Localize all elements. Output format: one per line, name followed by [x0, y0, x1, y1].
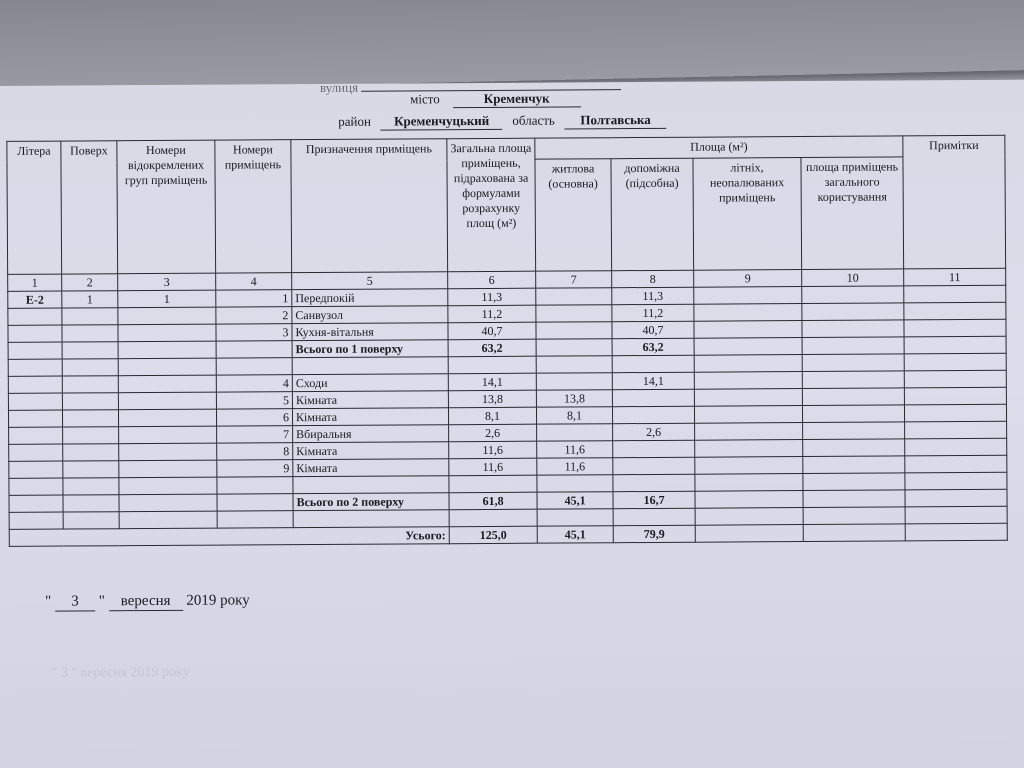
table-cell [904, 353, 1006, 371]
cell-total: 11,2 [448, 305, 536, 323]
cell-floor [63, 427, 119, 444]
date-month: вересня [109, 593, 183, 611]
cell-total: 8,1 [448, 407, 536, 425]
cell-litera [9, 427, 63, 444]
table-cell [905, 455, 1007, 473]
cell-aux: 11,3 [612, 287, 694, 305]
table-cell [904, 285, 1006, 303]
header-floor: Поверх [61, 141, 118, 274]
table-cell [695, 423, 803, 441]
table-cell [803, 439, 905, 457]
cell-room: 6 [216, 409, 292, 426]
table-cell [695, 525, 803, 543]
table-cell [904, 319, 1006, 337]
cell-total: 11,6 [449, 458, 537, 476]
column-number: 8 [612, 270, 694, 288]
date-open-quote: " [45, 593, 52, 610]
table-cell [905, 523, 1007, 541]
cell-living [537, 424, 613, 441]
grand-total-area: 125,0 [449, 526, 537, 544]
cell-living: 13,8 [536, 390, 612, 407]
table-body [8, 285, 1007, 529]
cell-litera [9, 512, 63, 529]
district-value: Кременчуцький [381, 113, 503, 131]
cell-aux: 11,2 [612, 304, 694, 322]
document-page [0, 80, 1024, 768]
cell-aux: 2,6 [613, 423, 695, 441]
cell-floor [63, 478, 119, 495]
cell-litera [9, 461, 63, 478]
cell-living [536, 373, 612, 390]
column-number: 9 [694, 270, 802, 288]
date-line [45, 592, 250, 611]
cell-purpose [293, 510, 449, 528]
cell-living [536, 305, 612, 322]
table-cell [803, 456, 905, 474]
cell-room: 8 [217, 443, 293, 460]
cell-purpose: Всього по 2 поверху [293, 493, 449, 511]
cell-room: 7 [217, 426, 293, 443]
header-common: площа приміщень загального користування [801, 157, 904, 270]
cell-litera [8, 308, 62, 325]
header-group-numbers: Номери відокремлених груп приміщень [117, 140, 216, 274]
cell-total [449, 509, 537, 527]
table-cell [905, 438, 1007, 456]
cell-room: 5 [216, 392, 292, 409]
table-cell [802, 354, 904, 372]
header-notes: Примітки [903, 135, 1006, 269]
cell-litera [9, 444, 63, 461]
cell-litera [9, 478, 63, 495]
table-cell [803, 507, 905, 525]
cell-group [118, 324, 216, 342]
cell-aux [613, 457, 695, 475]
cell-room: 1 [216, 290, 292, 307]
table-cell [904, 370, 1006, 388]
table-cell [694, 355, 802, 373]
cell-total: 14,1 [448, 373, 536, 391]
column-number: 2 [62, 274, 118, 291]
cell-group [119, 426, 217, 444]
header-total-area: Загальна площа приміщень, підрахована за формулами розрахунку площ (м²) [447, 138, 536, 272]
region-label: область [512, 112, 555, 128]
table-cell [904, 302, 1006, 320]
table-cell [694, 321, 802, 339]
table-cell [904, 336, 1006, 354]
header-area-group: Площа (м²) [535, 136, 903, 159]
rooms-table [6, 135, 1007, 547]
cell-group [119, 460, 217, 478]
cell-purpose: Кімната [293, 459, 449, 477]
cell-total: 11,3 [448, 288, 536, 306]
cell-total: 13,8 [448, 390, 536, 408]
cell-living [536, 288, 612, 305]
cell-room: 2 [216, 307, 292, 324]
city-value: Кременчук [453, 90, 581, 108]
cell-group [118, 307, 216, 325]
cell-litera [8, 410, 62, 427]
cell-purpose: Кімната [292, 408, 448, 426]
cell-floor [62, 393, 118, 410]
table-cell [802, 405, 904, 423]
grand-total-aux: 79,9 [613, 525, 695, 543]
cell-room: 3 [216, 324, 292, 341]
table-cell [695, 457, 803, 475]
cell-purpose [292, 357, 448, 375]
faint-show-through-text: " 3 " вересня 2019 року [51, 664, 190, 681]
column-number: 11 [904, 268, 1006, 286]
table-cell [803, 473, 905, 491]
column-number: 3 [118, 273, 216, 291]
cell-purpose [293, 476, 449, 494]
cell-total: 40,7 [448, 322, 536, 340]
table-cell [904, 404, 1006, 422]
cell-purpose: Кімната [292, 391, 448, 409]
cell-living: 45,1 [537, 492, 613, 509]
cell-living [536, 356, 612, 373]
table-cell [802, 286, 904, 304]
cell-living [536, 322, 612, 339]
cell-group [118, 392, 216, 410]
cell-aux [612, 355, 694, 373]
cell-group [118, 409, 216, 427]
column-number: 4 [216, 273, 292, 290]
cell-floor [62, 376, 118, 393]
column-number: 7 [536, 271, 612, 288]
cell-group [118, 341, 216, 359]
table-cell [695, 440, 803, 458]
table-cell [904, 387, 1006, 405]
column-number: 10 [802, 269, 904, 287]
table-cell [694, 406, 802, 424]
cell-room [217, 511, 293, 528]
cell-living: 8,1 [536, 407, 612, 424]
header-living: житлова (основна) [535, 159, 612, 271]
cell-floor [62, 342, 118, 359]
column-number: 6 [448, 271, 536, 289]
cell-floor [62, 410, 118, 427]
table-cell [802, 320, 904, 338]
cell-aux: 40,7 [612, 321, 694, 339]
table-cell [905, 489, 1007, 507]
cell-litera [8, 376, 62, 393]
cell-group [118, 358, 216, 376]
table-cell [695, 508, 803, 526]
district-line [338, 112, 666, 131]
cell-aux [613, 440, 695, 458]
cell-group: 1 [118, 290, 216, 308]
cell-room [217, 477, 293, 494]
cell-aux [612, 389, 694, 407]
column-number: 5 [292, 272, 448, 290]
cell-room [216, 341, 292, 358]
cell-group [119, 477, 217, 495]
cell-aux: 16,7 [613, 491, 695, 509]
cell-floor [63, 495, 119, 512]
table-cell [694, 389, 802, 407]
cell-room: 4 [216, 375, 292, 392]
column-number: 1 [8, 274, 62, 291]
cell-litera: Е-2 [8, 291, 62, 308]
cell-purpose: Кухня-вітальня [292, 323, 448, 341]
table-cell [695, 474, 803, 492]
cell-purpose: Сходи [292, 374, 448, 392]
cell-aux [613, 474, 695, 492]
cell-floor [63, 461, 119, 478]
cell-aux: 14,1 [612, 372, 694, 390]
table-cell [695, 491, 803, 509]
table-cell [694, 304, 802, 322]
cell-aux [613, 508, 695, 526]
cell-total: 63,2 [448, 339, 536, 357]
table-cell [802, 337, 904, 355]
date-close-quote: " [98, 593, 105, 610]
table-cell [803, 490, 905, 508]
table-cell [802, 388, 904, 406]
header-summer: літніх, неопалюваних приміщень [693, 158, 802, 271]
table-cell [803, 422, 905, 440]
table-cell [905, 472, 1007, 490]
cell-group [118, 375, 216, 393]
cell-room [217, 494, 293, 511]
date-year: 2019 року [186, 592, 250, 609]
cell-floor [62, 359, 118, 376]
table-cell [694, 372, 802, 390]
table-cell [905, 506, 1007, 524]
city-line [410, 90, 581, 108]
cell-total [449, 475, 537, 493]
cell-total [448, 356, 536, 374]
cell-living: 11,6 [537, 458, 613, 475]
cell-floor [62, 308, 118, 325]
cell-group [119, 494, 217, 512]
cell-purpose: Санвузол [292, 306, 448, 324]
cell-total: 2,6 [449, 424, 537, 442]
cell-purpose: Кімната [293, 442, 449, 460]
table-cell [694, 338, 802, 356]
header-purpose: Призначення приміщень [291, 139, 448, 273]
region-value: Полтавська [565, 112, 667, 130]
cell-purpose: Передпокій [292, 289, 448, 307]
cell-aux [612, 406, 694, 424]
cell-room [216, 358, 292, 375]
cell-floor [62, 325, 118, 342]
table-cell [694, 287, 802, 305]
cell-living [536, 339, 612, 356]
header-litera: Літера [7, 141, 62, 274]
cell-room: 9 [217, 460, 293, 477]
table-cell [802, 303, 904, 321]
table-cell [905, 421, 1007, 439]
cell-purpose: Всього по 1 поверху [292, 340, 448, 358]
cell-floor [63, 444, 119, 461]
cell-living [537, 509, 613, 526]
grand-total-label: Усього: [9, 527, 449, 547]
cell-living [537, 475, 613, 492]
cell-aux: 63,2 [612, 338, 694, 356]
cell-purpose: Вбиральня [293, 425, 449, 443]
cell-floor [63, 512, 119, 529]
city-label: місто [410, 91, 440, 107]
cell-group [119, 443, 217, 461]
date-day: 3 [55, 593, 95, 611]
header-room-numbers: Номери приміщень [215, 140, 292, 273]
cell-litera [8, 359, 62, 376]
street-label: вулиця [319, 79, 359, 95]
cell-floor: 1 [62, 291, 118, 308]
table-cell [802, 371, 904, 389]
header-auxiliary: допоміжна (підсобна) [611, 158, 694, 270]
table-cell [803, 524, 905, 542]
cell-group [119, 511, 217, 529]
district-label: район [338, 113, 371, 129]
cell-litera [8, 325, 62, 342]
cell-litera [9, 495, 63, 512]
cell-total: 11,6 [449, 441, 537, 459]
cell-total: 61,8 [449, 492, 537, 510]
cell-litera [8, 393, 62, 410]
cell-litera [8, 342, 62, 359]
grand-total-living: 45,1 [537, 526, 613, 543]
cell-living: 11,6 [537, 441, 613, 458]
